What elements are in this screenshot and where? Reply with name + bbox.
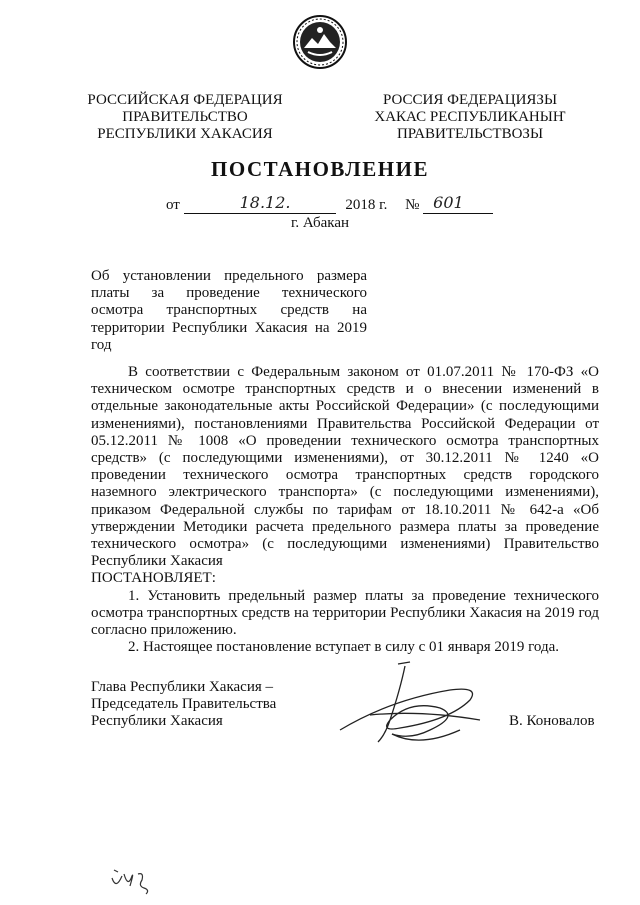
- item-1-paragraph: 1. Установить предельный размер платы за проведение технического осмотра транспортных средств на территории Республики Хакасия на 2019 год согласно приложению.: [91, 587, 599, 639]
- header-right-line: ПРАВИТЕЛЬСТВОЗЫ: [396, 126, 544, 142]
- signatory-title: [91, 679, 276, 731]
- date-number-line: [166, 193, 493, 214]
- header-left-line: ПРАВИТЕЛЬСТВО: [122, 109, 248, 125]
- header-left-block: [84, 92, 286, 143]
- city-label: г. Абакан: [290, 215, 350, 231]
- number-label: №: [405, 197, 420, 213]
- republic-of-khakassia-emblem-icon: [292, 14, 348, 70]
- header-left-line: РЕСПУБЛИКИ ХАКАСИЯ: [97, 126, 273, 142]
- number-handwritten: 601: [433, 193, 464, 212]
- resolves-keyword: ПОСТАНОВЛЯЕТ:: [91, 570, 216, 587]
- subject-text: Об установлении предельного размера платы за проведение технического осмотра транспортных средств на территории Республики Хакасия на 2019 год: [91, 268, 367, 353]
- handwritten-signature: [330, 660, 500, 750]
- signatory-title-line: Глава Республики Хакасия –: [91, 679, 274, 695]
- item-2-paragraph: 2. Настоящее постановление вступает в силу с 01 января 2019 года.: [128, 639, 560, 656]
- from-label: от: [166, 197, 180, 213]
- subject-block: [91, 268, 367, 354]
- handwritten-initials: [110, 868, 160, 896]
- year-label: 2018 г.: [345, 197, 388, 213]
- header-right-line: РОССИЯ ФЕДЕРАЦИЯЗЫ: [382, 92, 558, 108]
- signatory-name: В. Коновалов: [509, 713, 595, 729]
- header-left-line: РОССИЙСКАЯ ФЕДЕРАЦИЯ: [87, 92, 283, 108]
- header-right-block: [372, 92, 568, 143]
- date-field: [184, 193, 336, 214]
- signatory-title-line: Председатель Правительства: [91, 696, 277, 713]
- date-handwritten: 18.12.: [239, 193, 291, 212]
- preamble-paragraph: В соответствии с Федеральным законом от 01.07.2011 № 170-ФЗ «О техническом осмотре транспортных средств и о внесении изменений в отдельные законодательные акты Российской Федерации» (с последующими изменениями), постановлениями Правительства Российской Федерации от 05.12.2011 № 1008 «О проведении технического осмотра транспортных средств» (с последующими изменениями), от 30.12.2011 № 1240 «О проведении технического осмотра транспортных средств городского наземного электрического транспорта» (с последующими изменениями), приказом Федеральной службы по тарифам от 18.10.2011 № 642-а «Об утверждении Методики расчета предельного размера платы за проведение технического осмотра» (с последующими изменениями) Правительство Республики Хакасия: [91, 364, 599, 570]
- resolution-body: [91, 364, 599, 656]
- number-field: [423, 193, 493, 214]
- signatory-title-line: Республики Хакасия: [91, 713, 223, 730]
- document-title: ПОСТАНОВЛЕНИЕ: [211, 157, 429, 181]
- header-right-line: ХАКАС РЕСПУБЛИКАНЫҤ: [374, 109, 566, 125]
